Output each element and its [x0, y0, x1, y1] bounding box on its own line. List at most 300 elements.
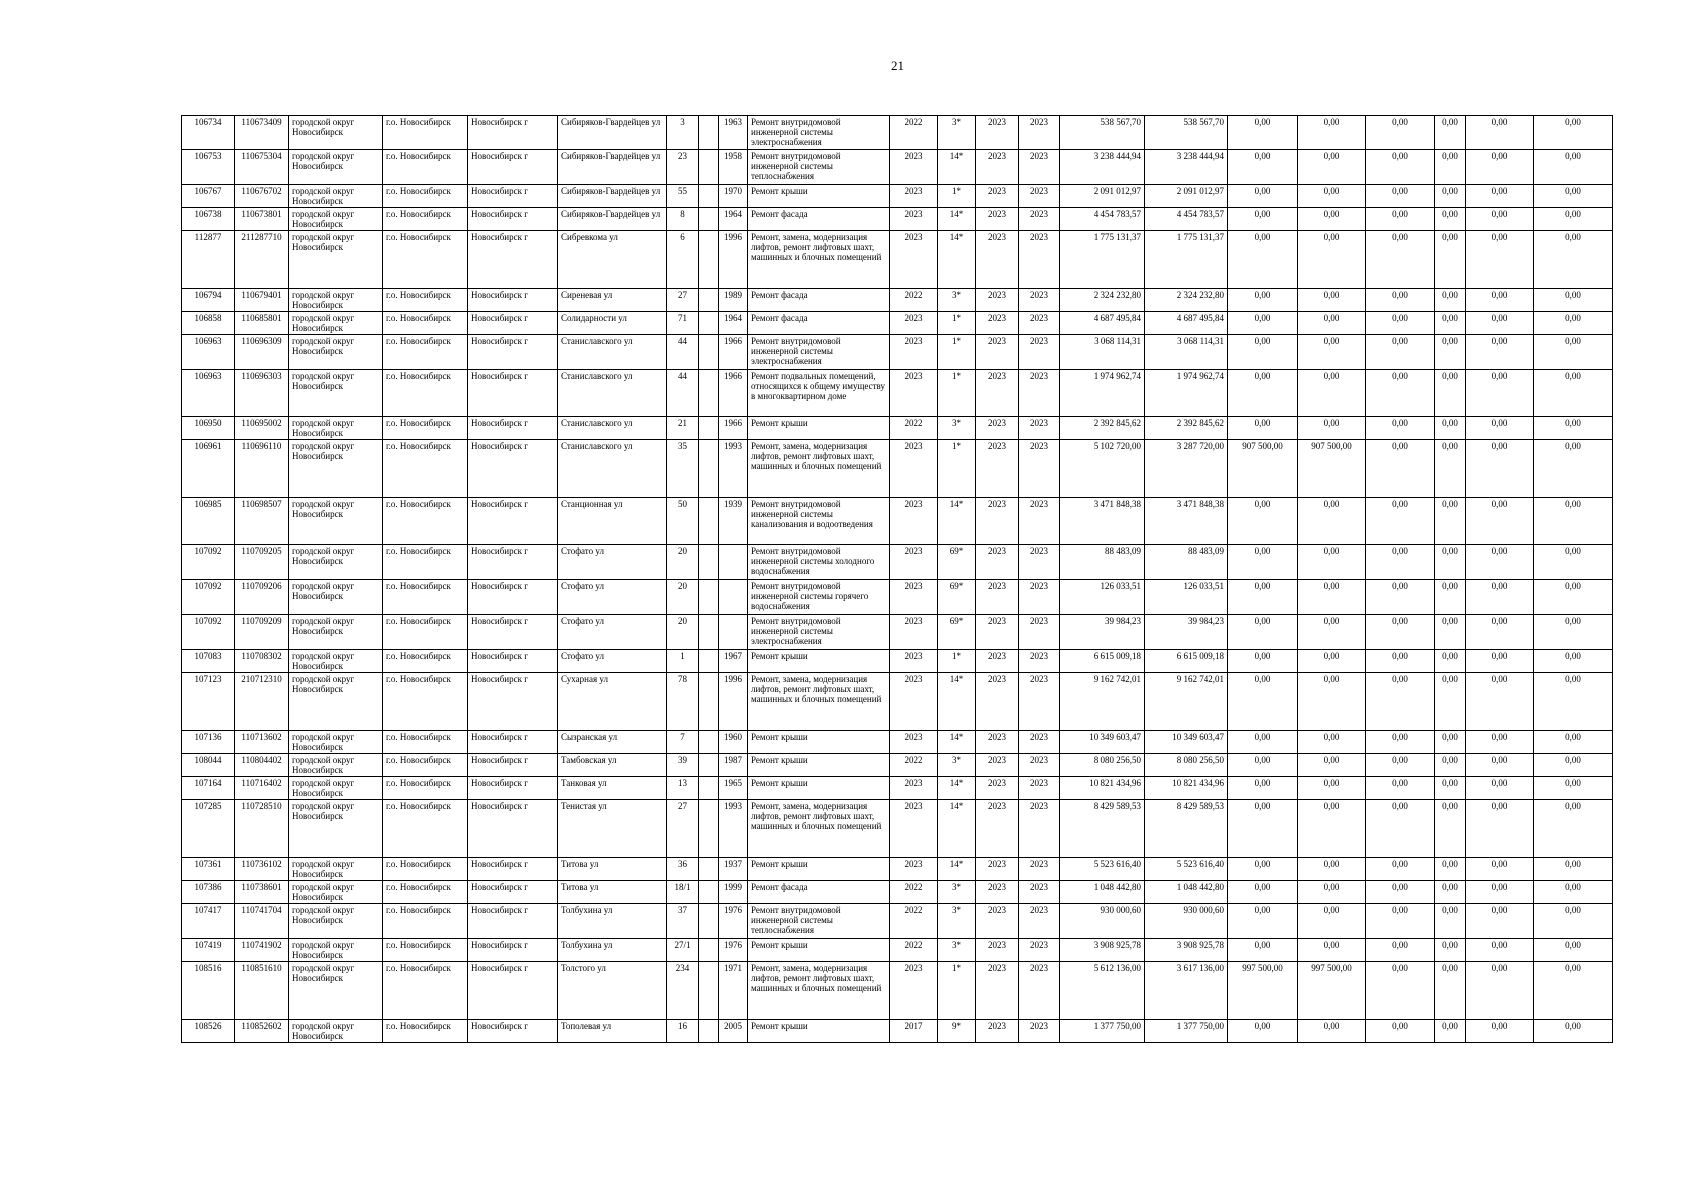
cell-municipal-district: городской округ Новосибирск: [289, 185, 383, 208]
cell-work-code: 110709209: [235, 615, 289, 650]
cell-build-year: [719, 580, 748, 615]
cell-value-3: 0,00: [1366, 731, 1435, 754]
cell-value-4: 0,00: [1435, 962, 1466, 1020]
cell-end-year: 2023: [1019, 904, 1060, 939]
cell-work-code: 110696309: [235, 335, 289, 370]
cell-value-6: 0,00: [1534, 312, 1613, 335]
cell-letter: [699, 1020, 719, 1043]
cell-build-year: 1960: [719, 731, 748, 754]
cell-work-code: 110709205: [235, 545, 289, 580]
cell-object-id: 108516: [182, 962, 235, 1020]
cell-fund-cost: 39 984,23: [1145, 615, 1228, 650]
cell-municipal-district: городской округ Новосибирск: [289, 231, 383, 289]
cell-value-3: 0,00: [1366, 673, 1435, 731]
cell-mark: 3*: [938, 881, 976, 904]
cell-mark: 1*: [938, 962, 976, 1020]
cell-settlement: Новосибирск г: [468, 615, 558, 650]
cell-work-type: Ремонт фасада: [748, 881, 890, 904]
cell-fund-cost: 3 617 136,00: [1145, 962, 1228, 1020]
cell-start-year: 2023: [976, 1020, 1019, 1043]
cell-start-year: 2023: [976, 116, 1019, 150]
cell-city-district: г.о. Новосибирск: [383, 939, 468, 962]
cell-letter: [699, 777, 719, 800]
cell-street: Сибиряков-Гвардейцев ул: [558, 208, 667, 231]
table-row: [182, 881, 1613, 904]
cell-value-6: 0,00: [1534, 673, 1613, 731]
cell-plan-year: 2023: [890, 208, 938, 231]
cell-value-5: 0,00: [1466, 939, 1534, 962]
cell-object-id: 106753: [182, 150, 235, 185]
cell-municipal-district: городской округ Новосибирск: [289, 312, 383, 335]
cell-value-1: 0,00: [1228, 312, 1298, 335]
cell-value-2: 0,00: [1298, 370, 1366, 417]
cell-build-year: 1964: [719, 312, 748, 335]
table-row: [182, 962, 1613, 1020]
cell-work-type: Ремонт крыши: [748, 858, 890, 881]
cell-value-4: 0,00: [1435, 777, 1466, 800]
cell-value-6: 0,00: [1534, 858, 1613, 881]
cell-value-6: 0,00: [1534, 1020, 1613, 1043]
cell-work-type: Ремонт фасада: [748, 312, 890, 335]
cell-city-district: г.о. Новосибирск: [383, 615, 468, 650]
cell-end-year: 2023: [1019, 545, 1060, 580]
cell-value-3: 0,00: [1366, 208, 1435, 231]
cell-work-code: 210712310: [235, 673, 289, 731]
table-row: [182, 731, 1613, 754]
cell-object-id: 107136: [182, 731, 235, 754]
cell-plan-year: 2023: [890, 615, 938, 650]
cell-street: Станиславского ул: [558, 440, 667, 498]
cell-end-year: 2023: [1019, 150, 1060, 185]
cell-value-5: 0,00: [1466, 312, 1534, 335]
cell-plan-year: 2022: [890, 116, 938, 150]
cell-total-cost: 3 068 114,31: [1060, 335, 1145, 370]
cell-work-code: 110673409: [235, 116, 289, 150]
cell-house-number: 20: [667, 615, 699, 650]
table-row: [182, 116, 1613, 150]
cell-street: Толстого ул: [558, 962, 667, 1020]
cell-value-4: 0,00: [1435, 673, 1466, 731]
cell-settlement: Новосибирск г: [468, 150, 558, 185]
cell-mark: 14*: [938, 231, 976, 289]
cell-mark: 3*: [938, 754, 976, 777]
cell-house-number: 20: [667, 580, 699, 615]
cell-value-4: 0,00: [1435, 858, 1466, 881]
cell-municipal-district: городской округ Новосибирск: [289, 150, 383, 185]
cell-plan-year: 2022: [890, 939, 938, 962]
cell-build-year: 1965: [719, 777, 748, 800]
cell-municipal-district: городской округ Новосибирск: [289, 335, 383, 370]
cell-build-year: 1976: [719, 904, 748, 939]
cell-total-cost: 538 567,70: [1060, 116, 1145, 150]
cell-municipal-district: городской округ Новосибирск: [289, 580, 383, 615]
cell-start-year: 2023: [976, 370, 1019, 417]
cell-end-year: 2023: [1019, 1020, 1060, 1043]
cell-build-year: 1966: [719, 370, 748, 417]
cell-work-type: Ремонт крыши: [748, 754, 890, 777]
cell-value-6: 0,00: [1534, 800, 1613, 858]
cell-value-1: 0,00: [1228, 116, 1298, 150]
cell-settlement: Новосибирск г: [468, 289, 558, 312]
cell-fund-cost: 538 567,70: [1145, 116, 1228, 150]
cell-letter: [699, 150, 719, 185]
cell-value-4: 0,00: [1435, 417, 1466, 440]
cell-total-cost: 88 483,09: [1060, 545, 1145, 580]
cell-street: Толбухина ул: [558, 904, 667, 939]
cell-value-3: 0,00: [1366, 754, 1435, 777]
cell-start-year: 2023: [976, 580, 1019, 615]
cell-value-6: 0,00: [1534, 498, 1613, 545]
cell-house-number: 78: [667, 673, 699, 731]
cell-value-5: 0,00: [1466, 800, 1534, 858]
cell-house-number: 16: [667, 1020, 699, 1043]
cell-value-2: 0,00: [1298, 185, 1366, 208]
cell-mark: 1*: [938, 312, 976, 335]
cell-start-year: 2023: [976, 731, 1019, 754]
cell-plan-year: 2022: [890, 904, 938, 939]
cell-city-district: г.о. Новосибирск: [383, 150, 468, 185]
cell-start-year: 2023: [976, 185, 1019, 208]
cell-letter: [699, 615, 719, 650]
cell-value-6: 0,00: [1534, 777, 1613, 800]
cell-object-id: 106794: [182, 289, 235, 312]
cell-end-year: 2023: [1019, 440, 1060, 498]
cell-letter: [699, 116, 719, 150]
cell-value-6: 0,00: [1534, 939, 1613, 962]
cell-value-2: 0,00: [1298, 939, 1366, 962]
cell-start-year: 2023: [976, 881, 1019, 904]
cell-value-4: 0,00: [1435, 939, 1466, 962]
cell-object-id: 112877: [182, 231, 235, 289]
cell-value-1: 0,00: [1228, 673, 1298, 731]
cell-value-1: 0,00: [1228, 650, 1298, 673]
cell-value-2: 0,00: [1298, 754, 1366, 777]
cell-municipal-district: городской округ Новосибирск: [289, 1020, 383, 1043]
cell-total-cost: 1 775 131,37: [1060, 231, 1145, 289]
cell-fund-cost: 3 908 925,78: [1145, 939, 1228, 962]
cell-value-3: 0,00: [1366, 1020, 1435, 1043]
cell-object-id: 107164: [182, 777, 235, 800]
cell-value-4: 0,00: [1435, 904, 1466, 939]
cell-value-4: 0,00: [1435, 800, 1466, 858]
cell-letter: [699, 289, 719, 312]
cell-house-number: 20: [667, 545, 699, 580]
cell-value-2: 0,00: [1298, 615, 1366, 650]
cell-value-4: 0,00: [1435, 440, 1466, 498]
cell-build-year: 1993: [719, 800, 748, 858]
cell-value-6: 0,00: [1534, 580, 1613, 615]
cell-city-district: г.о. Новосибирск: [383, 440, 468, 498]
cell-municipal-district: городской округ Новосибирск: [289, 650, 383, 673]
cell-settlement: Новосибирск г: [468, 545, 558, 580]
cell-settlement: Новосибирск г: [468, 939, 558, 962]
cell-street: Сухарная ул: [558, 673, 667, 731]
cell-municipal-district: городской округ Новосибирск: [289, 545, 383, 580]
cell-start-year: 2023: [976, 858, 1019, 881]
cell-end-year: 2023: [1019, 580, 1060, 615]
cell-value-4: 0,00: [1435, 208, 1466, 231]
cell-build-year: 1964: [719, 208, 748, 231]
cell-value-3: 0,00: [1366, 858, 1435, 881]
cell-total-cost: 4 687 495,84: [1060, 312, 1145, 335]
cell-start-year: 2023: [976, 498, 1019, 545]
cell-value-4: 0,00: [1435, 580, 1466, 615]
cell-work-code: 110695002: [235, 417, 289, 440]
cell-value-2: 0,00: [1298, 731, 1366, 754]
cell-work-code: 110673801: [235, 208, 289, 231]
cell-house-number: 71: [667, 312, 699, 335]
cell-work-code: 110698507: [235, 498, 289, 545]
cell-value-5: 0,00: [1466, 545, 1534, 580]
cell-object-id: 107083: [182, 650, 235, 673]
cell-build-year: 1966: [719, 335, 748, 370]
cell-fund-cost: 8 429 589,53: [1145, 800, 1228, 858]
cell-plan-year: 2023: [890, 962, 938, 1020]
cell-mark: 14*: [938, 150, 976, 185]
cell-value-3: 0,00: [1366, 545, 1435, 580]
cell-city-district: г.о. Новосибирск: [383, 498, 468, 545]
cell-value-4: 0,00: [1435, 335, 1466, 370]
cell-total-cost: 1 048 442,80: [1060, 881, 1145, 904]
cell-build-year: 1970: [719, 185, 748, 208]
cell-start-year: 2023: [976, 417, 1019, 440]
cell-value-1: 0,00: [1228, 754, 1298, 777]
cell-letter: [699, 731, 719, 754]
table-row: [182, 1020, 1613, 1043]
cell-value-5: 0,00: [1466, 962, 1534, 1020]
cell-fund-cost: 10 349 603,47: [1145, 731, 1228, 754]
cell-build-year: 1937: [719, 858, 748, 881]
cell-value-5: 0,00: [1466, 231, 1534, 289]
cell-build-year: 1996: [719, 231, 748, 289]
cell-work-code: 110741704: [235, 904, 289, 939]
cell-letter: [699, 904, 719, 939]
cell-work-code: 110676702: [235, 185, 289, 208]
cell-value-3: 0,00: [1366, 904, 1435, 939]
cell-mark: 3*: [938, 939, 976, 962]
cell-settlement: Новосибирск г: [468, 673, 558, 731]
cell-work-code: 110708302: [235, 650, 289, 673]
cell-municipal-district: городской округ Новосибирск: [289, 800, 383, 858]
cell-street: Титова ул: [558, 881, 667, 904]
cell-value-5: 0,00: [1466, 754, 1534, 777]
cell-value-3: 0,00: [1366, 370, 1435, 417]
cell-value-5: 0,00: [1466, 615, 1534, 650]
cell-value-2: 0,00: [1298, 673, 1366, 731]
cell-value-6: 0,00: [1534, 208, 1613, 231]
cell-total-cost: 10 821 434,96: [1060, 777, 1145, 800]
cell-city-district: г.о. Новосибирск: [383, 962, 468, 1020]
cell-work-code: 211287710: [235, 231, 289, 289]
cell-value-2: 0,00: [1298, 312, 1366, 335]
cell-value-5: 0,00: [1466, 881, 1534, 904]
cell-build-year: 1967: [719, 650, 748, 673]
cell-plan-year: 2023: [890, 731, 938, 754]
cell-value-3: 0,00: [1366, 185, 1435, 208]
cell-value-5: 0,00: [1466, 116, 1534, 150]
cell-value-5: 0,00: [1466, 858, 1534, 881]
cell-letter: [699, 754, 719, 777]
cell-build-year: [719, 545, 748, 580]
table-row: [182, 615, 1613, 650]
cell-letter: [699, 312, 719, 335]
cell-mark: 3*: [938, 116, 976, 150]
cell-total-cost: 1 974 962,74: [1060, 370, 1145, 417]
cell-house-number: 18/1: [667, 881, 699, 904]
cell-total-cost: 3 471 848,38: [1060, 498, 1145, 545]
cell-settlement: Новосибирск г: [468, 417, 558, 440]
cell-object-id: 107092: [182, 545, 235, 580]
cell-mark: 69*: [938, 545, 976, 580]
cell-house-number: 37: [667, 904, 699, 939]
cell-value-2: 0,00: [1298, 545, 1366, 580]
cell-value-3: 0,00: [1366, 580, 1435, 615]
cell-value-1: 0,00: [1228, 498, 1298, 545]
table-row: [182, 150, 1613, 185]
cell-value-1: 0,00: [1228, 185, 1298, 208]
cell-value-1: 0,00: [1228, 777, 1298, 800]
cell-house-number: 1: [667, 650, 699, 673]
cell-value-5: 0,00: [1466, 440, 1534, 498]
cell-work-type: Ремонт крыши: [748, 185, 890, 208]
table-row: [182, 939, 1613, 962]
cell-end-year: 2023: [1019, 498, 1060, 545]
cell-city-district: г.о. Новосибирск: [383, 731, 468, 754]
cell-work-code: 110713602: [235, 731, 289, 754]
cell-total-cost: 930 000,60: [1060, 904, 1145, 939]
cell-total-cost: 3 238 444,94: [1060, 150, 1145, 185]
cell-value-2: 0,00: [1298, 650, 1366, 673]
table-row: [182, 650, 1613, 673]
cell-value-5: 0,00: [1466, 1020, 1534, 1043]
cell-value-2: 0,00: [1298, 498, 1366, 545]
cell-value-3: 0,00: [1366, 231, 1435, 289]
cell-value-5: 0,00: [1466, 150, 1534, 185]
cell-object-id: 107092: [182, 615, 235, 650]
cell-total-cost: 2 392 845,62: [1060, 417, 1145, 440]
cell-mark: 1*: [938, 650, 976, 673]
cell-start-year: 2023: [976, 335, 1019, 370]
cell-end-year: 2023: [1019, 185, 1060, 208]
cell-plan-year: 2023: [890, 440, 938, 498]
cell-object-id: 107285: [182, 800, 235, 858]
cell-value-6: 0,00: [1534, 881, 1613, 904]
cell-street: Титова ул: [558, 858, 667, 881]
cell-street: Тополевая ул: [558, 1020, 667, 1043]
cell-end-year: 2023: [1019, 231, 1060, 289]
cell-value-3: 0,00: [1366, 440, 1435, 498]
cell-work-code: 110852602: [235, 1020, 289, 1043]
cell-municipal-district: городской округ Новосибирск: [289, 615, 383, 650]
cell-house-number: 21: [667, 417, 699, 440]
cell-settlement: Новосибирск г: [468, 650, 558, 673]
cell-start-year: 2023: [976, 904, 1019, 939]
cell-value-4: 0,00: [1435, 150, 1466, 185]
cell-letter: [699, 939, 719, 962]
cell-work-type: Ремонт крыши: [748, 417, 890, 440]
cell-value-1: 0,00: [1228, 231, 1298, 289]
cell-settlement: Новосибирск г: [468, 731, 558, 754]
cell-municipal-district: городской округ Новосибирск: [289, 417, 383, 440]
cell-settlement: Новосибирск г: [468, 858, 558, 881]
cell-start-year: 2023: [976, 615, 1019, 650]
cell-fund-cost: 5 523 616,40: [1145, 858, 1228, 881]
cell-plan-year: 2023: [890, 370, 938, 417]
cell-fund-cost: 1 974 962,74: [1145, 370, 1228, 417]
cell-value-6: 0,00: [1534, 650, 1613, 673]
cell-plan-year: 2023: [890, 231, 938, 289]
cell-value-6: 0,00: [1534, 370, 1613, 417]
cell-value-6: 0,00: [1534, 116, 1613, 150]
cell-settlement: Новосибирск г: [468, 312, 558, 335]
cell-value-1: 0,00: [1228, 615, 1298, 650]
table-row: [182, 498, 1613, 545]
table-row: [182, 231, 1613, 289]
cell-start-year: 2023: [976, 939, 1019, 962]
cell-value-4: 0,00: [1435, 1020, 1466, 1043]
cell-municipal-district: городской округ Новосибирск: [289, 754, 383, 777]
cell-value-4: 0,00: [1435, 754, 1466, 777]
cell-city-district: г.о. Новосибирск: [383, 231, 468, 289]
cell-mark: 1*: [938, 335, 976, 370]
cell-end-year: 2023: [1019, 800, 1060, 858]
cell-municipal-district: городской округ Новосибирск: [289, 858, 383, 881]
cell-work-type: Ремонт, замена, модернизация лифтов, ремонт лифтовых шахт, машинных и блочных помещений: [748, 231, 890, 289]
cell-city-district: г.о. Новосибирск: [383, 370, 468, 417]
cell-house-number: 35: [667, 440, 699, 498]
table-row: [182, 312, 1613, 335]
cell-work-code: 110728510: [235, 800, 289, 858]
cell-fund-cost: 2 091 012,97: [1145, 185, 1228, 208]
cell-house-number: 44: [667, 335, 699, 370]
cell-value-5: 0,00: [1466, 370, 1534, 417]
cell-value-2: 0,00: [1298, 881, 1366, 904]
cell-build-year: 1963: [719, 116, 748, 150]
cell-work-type: Ремонт, замена, модернизация лифтов, ремонт лифтовых шахт, машинных и блочных помещений: [748, 673, 890, 731]
cell-start-year: 2023: [976, 962, 1019, 1020]
cell-work-type: Ремонт, замена, модернизация лифтов, ремонт лифтовых шахт, машинных и блочных помещений: [748, 800, 890, 858]
cell-value-1: 0,00: [1228, 858, 1298, 881]
cell-mark: 9*: [938, 1020, 976, 1043]
cell-value-5: 0,00: [1466, 673, 1534, 731]
cell-street: Стофато ул: [558, 545, 667, 580]
cell-street: Сиреневая ул: [558, 289, 667, 312]
cell-start-year: 2023: [976, 650, 1019, 673]
cell-city-district: г.о. Новосибирск: [383, 545, 468, 580]
cell-object-id: 107092: [182, 580, 235, 615]
cell-value-5: 0,00: [1466, 731, 1534, 754]
cell-letter: [699, 498, 719, 545]
table-row: [182, 580, 1613, 615]
cell-value-2: 0,00: [1298, 289, 1366, 312]
cell-plan-year: 2022: [890, 881, 938, 904]
cell-work-type: Ремонт крыши: [748, 939, 890, 962]
cell-value-1: 997 500,00: [1228, 962, 1298, 1020]
cell-value-1: 0,00: [1228, 150, 1298, 185]
cell-work-type: Ремонт внутридомовой инженерной системы электроснабжения: [748, 335, 890, 370]
cell-mark: 1*: [938, 185, 976, 208]
cell-start-year: 2023: [976, 673, 1019, 731]
cell-object-id: 107361: [182, 858, 235, 881]
cell-mark: 3*: [938, 904, 976, 939]
cell-letter: [699, 208, 719, 231]
cell-mark: 1*: [938, 440, 976, 498]
cell-work-code: 110736102: [235, 858, 289, 881]
cell-municipal-district: городской округ Новосибирск: [289, 208, 383, 231]
cell-end-year: 2023: [1019, 650, 1060, 673]
cell-start-year: 2023: [976, 754, 1019, 777]
cell-fund-cost: 2 324 232,80: [1145, 289, 1228, 312]
